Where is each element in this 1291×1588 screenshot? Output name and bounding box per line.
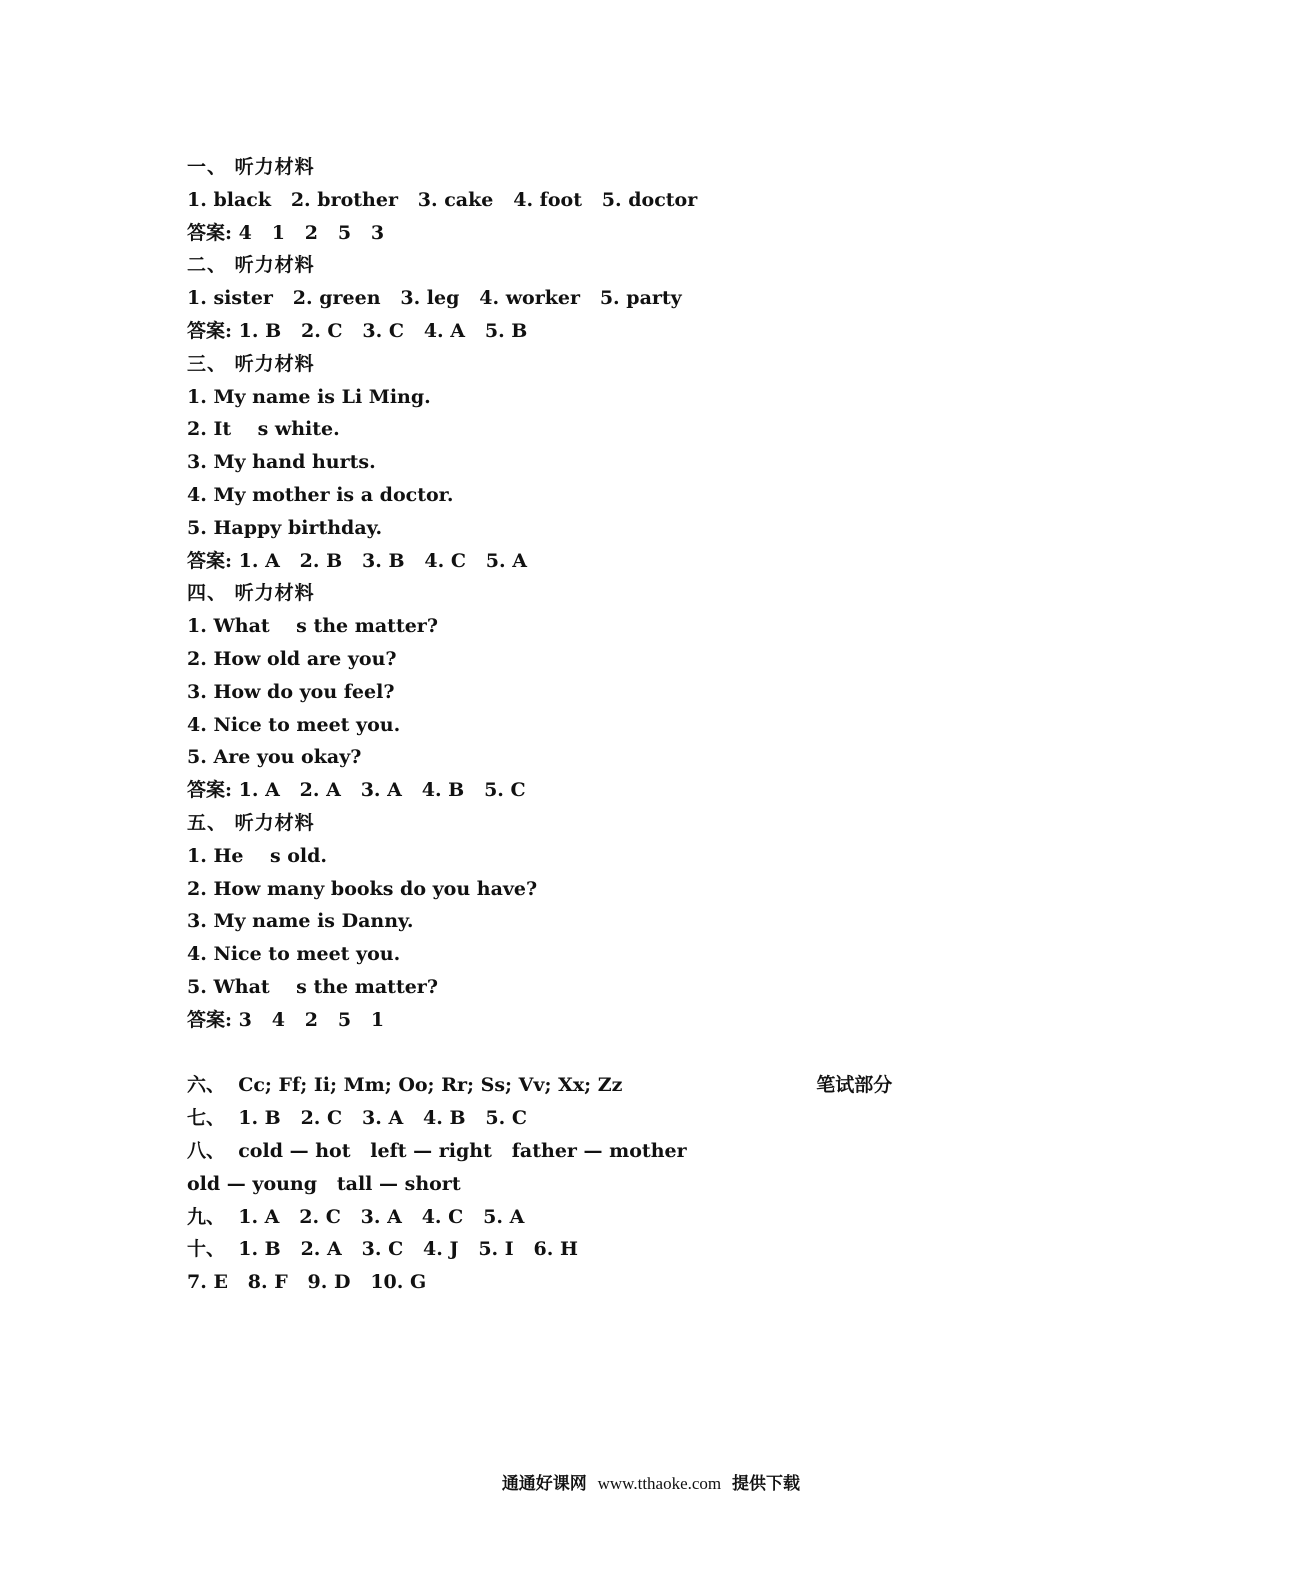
section-2-line-1: 1. sister 2. green 3. leg 4. worker 5. party — [187, 287, 682, 310]
written-line-10: 十、 1. B 2. A 3. C 4. J 5. I 6. H — [187, 1238, 578, 1261]
section-5-line-4: 4. Nice to meet you. — [187, 943, 401, 966]
written-line-10-cont: 7. E 8. F 9. D 10. G — [187, 1271, 427, 1294]
section-3-line-4: 4. My mother is a doctor. — [187, 483, 454, 506]
written-line-8-cont: old — young tall — short — [187, 1172, 461, 1195]
section-5-heading: 五、 听力材料 — [187, 811, 315, 834]
footer-url[interactable]: www.tthaoke.com — [597, 1474, 722, 1493]
section-4-heading: 四、 听力材料 — [187, 582, 315, 605]
section-3-line-1: 1. My name is Li Ming. — [187, 385, 431, 408]
answer-key-document — [187, 151, 907, 1299]
footer-site-name: 通通好课网 — [501, 1474, 587, 1494]
footer — [0, 1436, 1291, 1500]
section-1-line-1: 1. black 2. brother 3. cake 4. foot 5. doctor — [187, 188, 698, 211]
section-1-answer: 答案: 4 1 2 5 3 — [187, 221, 385, 244]
section-2-heading: 二、 听力材料 — [187, 254, 315, 277]
section-4-line-3: 3. How do you feel? — [187, 680, 395, 703]
section-2-answer: 答案: 1. B 2. C 3. C 4. A 5. B — [187, 319, 528, 342]
section-4-line-4: 4. Nice to meet you. — [187, 713, 401, 736]
section-1-heading: 一、 听力材料 — [187, 156, 315, 178]
section-3-line-5: 5. Happy birthday. — [187, 516, 383, 539]
section-5-answer: 答案: 3 4 2 5 1 — [187, 1008, 385, 1031]
section-4-line-1: 1. What s the matter? — [187, 615, 438, 638]
section-5-line-2: 2. How many books do you have? — [187, 877, 538, 900]
written-line-8: 八、 cold — hot left — right father — mother — [187, 1139, 687, 1162]
section-5-line-3: 3. My name is Danny. — [187, 910, 414, 933]
section-4-answer: 答案: 1. A 2. A 3. A 4. B 5. C — [187, 779, 526, 802]
section-3-answer: 答案: 1. A 2. B 3. B 4. C 5. A — [187, 549, 527, 572]
footer-suffix: 提供下载 — [731, 1474, 800, 1494]
section-3-line-3: 3. My hand hurts. — [187, 451, 376, 474]
section-4-line-2: 2. How old are you? — [187, 647, 397, 670]
written-line-7: 七、 1. B 2. C 3. A 4. B 5. C — [187, 1107, 527, 1130]
section-4-line-5: 5. Are you okay? — [187, 746, 362, 769]
section-3-line-2: 2. It s white. — [187, 418, 340, 441]
written-line-9: 九、 1. A 2. C 3. A 4. C 5. A — [187, 1205, 525, 1228]
written-part-heading: 笔试部分 — [816, 1074, 893, 1097]
section-5-line-5: 5. What s the matter? — [187, 975, 438, 998]
section-5-line-1: 1. He s old. — [187, 844, 328, 867]
section-3-heading: 三、 听力材料 — [187, 352, 315, 375]
written-line-6: 六、 Cc; Ff; Ii; Mm; Oo; Rr; Ss; Vv; Xx; Zz — [187, 1074, 623, 1097]
